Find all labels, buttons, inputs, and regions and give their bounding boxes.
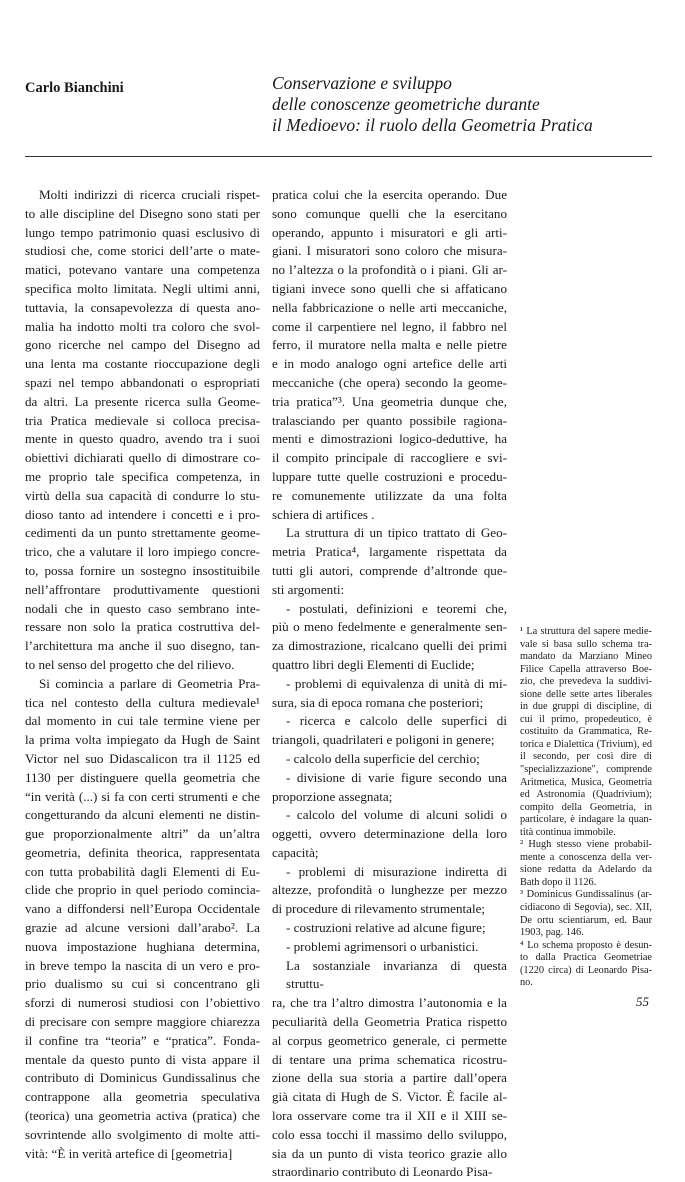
body-text-line: sia da un punto di vista teorico grazie allo — [272, 1145, 507, 1161]
body-text-line: sti argomenti: — [272, 581, 345, 597]
footnote-line: costituito da Grammatica, Re- — [520, 726, 652, 738]
body-text-line: più o meno fedelmente e generalmente sen- — [272, 619, 507, 635]
body-text-line: tica nel contesto della cultura medievale¹ — [25, 694, 260, 710]
body-text-line: La struttura di un tipico trattato di Geo- — [286, 525, 507, 541]
body-text-line: una lenta ma costante rioccupazione degli — [25, 356, 260, 372]
footnote-line: to dalla Practica Geometriae — [520, 952, 652, 964]
footnote-line: ed Astronomia (Quadrivium); — [520, 789, 652, 801]
body-text-line: di tentare una prima schematica ricostru- — [272, 1051, 507, 1067]
article-title — [272, 73, 593, 136]
body-text-line: clide che proprio in quel periodo comincia- — [25, 882, 260, 898]
body-text-line: tria Pratica medievale si colloca precisa- — [25, 412, 260, 428]
body-text-line: peculiarità della Geometria Pratica rispetto — [272, 1014, 507, 1030]
body-text-line: operando, appunto i misuratori e gli arti- — [272, 224, 507, 240]
body-text-line: (teorica) una geometria activa (pratica) che — [25, 1108, 260, 1124]
body-text-line: nell’affrontare produttivamente questioni — [25, 581, 260, 597]
body-text-line: - divisione di varie figure secondo una — [286, 769, 507, 785]
body-text-line: dal momento in cui tale termine viene per — [25, 713, 260, 729]
body-text-line: mentale da questo punto di vista appare il — [25, 1051, 260, 1067]
body-text-line: al corpus geometrico generale, ci permette — [272, 1032, 507, 1048]
footnote-line: ⁴ Lo schema proposto è desun- — [520, 939, 652, 951]
body-text-line: contributo di Dominicus Gundissalinus che — [25, 1070, 260, 1086]
body-text-line: vano a diffondersi nell’Europa Occidentale — [25, 901, 260, 917]
body-text-line: - problemi agrimensori o urbanistici. — [286, 938, 479, 954]
footnote-line: tità continua immobile. — [520, 826, 616, 838]
body-text-line: sono comunque quelli che la esercitano — [272, 205, 507, 221]
body-text-line: la prima volta impiegato da Hugh de Saint — [25, 732, 260, 748]
body-text-line: - postulati, definizioni e teoremi che, — [286, 600, 507, 616]
body-text-line: no l’altezza o la profondità o i piani. Gli ar- — [272, 262, 507, 278]
footnote-line: vale si basa sullo schema tra- — [520, 638, 652, 650]
body-text-line: - ricerca e calcolo delle superfici di — [286, 713, 507, 729]
body-text-line: ferro, il muratore nella malta e nelle pietre — [272, 337, 507, 353]
body-text-line: da altri. La presente ricerca sulla Geome- — [25, 393, 260, 409]
footnote-line: ³ Dominicus Gundissalinus (ar- — [520, 889, 652, 901]
body-text-line: gono ricerche nel campo del Disegno ad — [25, 337, 260, 353]
body-text-line: virtù della sua capacità di condurre lo stu- — [25, 487, 260, 503]
body-text-line: Victor nel suo Didascalicon tra il 1125 ed — [25, 750, 260, 766]
body-text-line: studiosi che, come storici dell’arte o mate- — [25, 243, 260, 259]
footnote-line: Aritmetica, Musica, Geometria — [520, 776, 652, 788]
page-number: 55 — [636, 994, 649, 1009]
body-text-line: tria pratica”³. Una geometria dunque che, — [272, 393, 507, 409]
body-text-line: - problemi di equivalenza di unità di mi- — [286, 675, 507, 691]
body-text-line: me proprio tale specifica competenza, in — [25, 468, 260, 484]
body-text-line: già citata di Hugh de S. Victor. È facile al- — [272, 1089, 507, 1105]
body-text-line: obiettivi dichiarati quello di dimostrare co- — [25, 450, 260, 466]
body-text-line: dioso tanto ad intendere i concetti e i pro- — [25, 506, 260, 522]
body-text-line: il confine tra “teoria” e “pratica”. Fonda- — [25, 1032, 260, 1048]
footnote-line: mente a conoscenza della ver- — [520, 851, 652, 863]
footnote-line: Bath dopo il 1126. — [520, 876, 597, 888]
footnote-line: 1903, pag. 146. — [520, 927, 584, 939]
body-text-line: tigiani invece sono quelli che si affaticano — [272, 280, 507, 296]
body-text-line: tutti gli autori, comprende d’altronde que- — [272, 562, 507, 578]
body-text-line: to, possa fornire un sostegno insostituibile — [25, 562, 260, 578]
body-text-line: specifica molto limitata. Negli ultimi anni, — [25, 280, 260, 296]
middle-text-column — [272, 186, 507, 1182]
body-text-line: nodali che in questo caso sembrano inte- — [25, 600, 260, 616]
body-text-line: in breve tempo la nascita di un vero e pro- — [25, 957, 260, 973]
body-text-line: pratica colui che la esercita operando. Due — [272, 187, 507, 202]
body-text-line: di precisare con sempre maggiore chiarezza — [25, 1014, 260, 1030]
title-line: delle conoscenze geometriche durante — [272, 94, 540, 114]
body-text-line: nuova impostazione hughiana determina, — [25, 938, 260, 954]
footnote-line: ¹ La struttura del sapere medie- — [520, 626, 652, 637]
body-text-line: nella fabbricazione o nelle arti meccaniche, — [272, 299, 507, 315]
body-text-line: - problemi di misurazione indiretta di — [286, 863, 507, 879]
body-text-line: prio dualismo su cui si concentrano gli — [25, 976, 260, 992]
body-text-line: geometria, definita theorica, rappresentata — [25, 844, 260, 860]
body-text-line: tuttavia, la consapevolezza di questa ano- — [25, 299, 260, 315]
body-text-line: ra, che tra l’altro dimostra l’autonomia e la — [272, 995, 507, 1011]
body-text-line: il compito principale di raccogliere e svi- — [272, 450, 507, 466]
body-text-line: sovrintende allo svolgimento di molte atti- — [25, 1126, 260, 1142]
body-text-line: “in verità (...) si fa con certi strumenti e che — [25, 788, 260, 804]
body-text-line: za dimostrazione, ricalcano quelli dei primi — [272, 638, 507, 654]
body-text-line: lora osservare come tra il XII e il XIII se- — [272, 1108, 507, 1124]
footnote-line: particolare, è indagare la quan- — [520, 814, 652, 826]
body-text-line: 1130 per distinguere quella geometria che — [25, 769, 260, 785]
body-text-line: come il carpentiere nel legno, il fabbro nel — [272, 318, 507, 334]
body-text-line: giani. I misuratori sono coloro che misura- — [272, 243, 507, 259]
body-text-line: gue proporzionalmente altri” da un’altra — [25, 826, 260, 842]
footnote-line: il secondo, per così dire di — [520, 751, 652, 763]
author-name: Carlo Bianchini — [25, 80, 124, 96]
footnote-line: sione delle sette artes liberales — [520, 688, 652, 700]
body-text-line: straordinario contributo di Leonardo Pisa- — [272, 1164, 493, 1180]
header-divider — [25, 156, 652, 157]
body-text-line: matici, potevano vantare una competenza — [25, 262, 260, 278]
body-text-line: zione della sua storia a partire dall’opera — [272, 1070, 507, 1086]
body-text-line: contrappone alla geometria speculativa — [25, 1089, 260, 1105]
footnote-line: compito della Geometria, in — [520, 801, 652, 813]
body-text-line: metria Pratica⁴, largamente rispettata da — [272, 544, 507, 560]
body-text-line: colo essa tocchi il massimo dello sviluppo, — [272, 1126, 507, 1142]
footnote-line: mandato da Marziano Mineo — [520, 651, 652, 663]
body-text-line: grazie ad alcune versioni dall’arabo². La — [25, 920, 260, 936]
body-text-line: proporzione assegnata; — [272, 788, 393, 804]
footnote-line: De ortu scientiarum, ed. Baur — [520, 914, 652, 926]
body-text-line: luppare tutte quelle costruzioni e procedu- — [272, 468, 507, 484]
footnote-line: "specializzazione", comprende — [520, 764, 652, 776]
footnote-line: cui il primo, propedeutico, è — [520, 713, 652, 725]
body-text-line: tralasciando per quanto possibile ragiona- — [272, 412, 507, 428]
footnote-line: sione redatta da Adelardo da — [520, 864, 652, 876]
body-text-line: ressare non solo la pratica costruttiva del- — [25, 619, 260, 635]
footnote-line: ² Hugh stesso viene probabil- — [520, 839, 652, 851]
body-text-line: to alle discipline del Disegno sono stati per — [25, 205, 260, 221]
body-text-line: oggetti, ovvero determinazione della loro — [272, 826, 507, 842]
left-text-column — [25, 186, 260, 1163]
body-text-line: schiera di artifices . — [272, 506, 375, 522]
body-text-line: quattro libri degli Elementi di Euclide; — [272, 656, 475, 672]
body-text-line: malia ha indotto molti tra coloro che svol- — [25, 318, 260, 334]
body-text-line: l’architettura ma anche il suo disegno, tan- — [25, 638, 260, 654]
body-text-line: sura, sia di epoca romana che posteriori; — [272, 694, 484, 710]
title-line: Conservazione e sviluppo — [272, 73, 452, 93]
body-text-line: vità: “È in verità artefice di [geometria] — [25, 1145, 233, 1161]
body-text-line: La sostanziale invarianza di questa struttu- — [286, 957, 507, 992]
body-text-line: trico, che a valutare il loro impiego concre- — [25, 544, 260, 560]
body-text-line: to nel senso del progetto che del rilievo. — [25, 656, 235, 672]
body-text-line: sforzi di numerosi studiosi con l’obiettivo — [25, 995, 260, 1011]
body-text-line: Si comincia a parlare di Geometria Pra- — [39, 675, 260, 691]
footnote-line: torica e Dialettica (Trivium), ed — [520, 738, 652, 750]
footnote-line: cidiacono di Segovia), sec. XII, — [520, 902, 652, 914]
footnote-line: (1220 circa) di Leonardo Pisa- — [520, 964, 652, 976]
body-text-line: e in modo analogo ogni artefice delle arti — [272, 356, 507, 372]
footnote-line: no. — [520, 977, 533, 989]
body-text-line: lungo tempo patrimonio quasi esclusivo di — [25, 224, 260, 240]
body-text-line: di procedure di rilevamento strumentale; — [272, 901, 486, 917]
body-text-line: triangoli, quadrilateri e poligoni in genere; — [272, 732, 495, 748]
body-text-line: mente in questo quadro, avendo tra i suoi — [25, 431, 260, 447]
body-text-line: - calcolo del volume di alcuni solidi o — [286, 807, 507, 823]
title-line: il Medioevo: il ruolo della Geometria Pratica — [272, 115, 593, 135]
body-text-line: menti e dimostrazioni logico-deduttive, ha — [272, 431, 507, 447]
body-text-line: cedimenti da un punto strettamente geome- — [25, 525, 260, 541]
body-text-line: congetturando da alcuni elementi ne distin- — [25, 807, 260, 823]
body-text-line: Molti indirizzi di ricerca cruciali rispet- — [39, 187, 260, 202]
body-text-line: meccaniche (che opera) secondo la geome- — [272, 374, 507, 390]
body-text-line: altezze, profondità o lunghezze per mezzo — [272, 882, 507, 898]
body-text-line: con tutta probabilità dagli Elementi di Eu- — [25, 863, 260, 879]
body-text-line: - costruzioni relative ad alcune figure; — [286, 920, 486, 936]
body-text-line: capacità; — [272, 844, 319, 860]
body-text-line: - calcolo della superficie del cerchio; — [286, 750, 480, 766]
footnote-line: in due gruppi di discipline, di — [520, 701, 652, 713]
footnotes-column — [520, 626, 652, 990]
body-text-line: spazi nel tempo abbandonati o espropriati — [25, 374, 260, 390]
footnote-line: Filice Capella attraverso Boe- — [520, 663, 652, 675]
body-text-line: re comunemente utilizzate da una folta — [272, 487, 507, 503]
footnote-line: zio, che prevedeva la suddivi- — [520, 676, 652, 688]
